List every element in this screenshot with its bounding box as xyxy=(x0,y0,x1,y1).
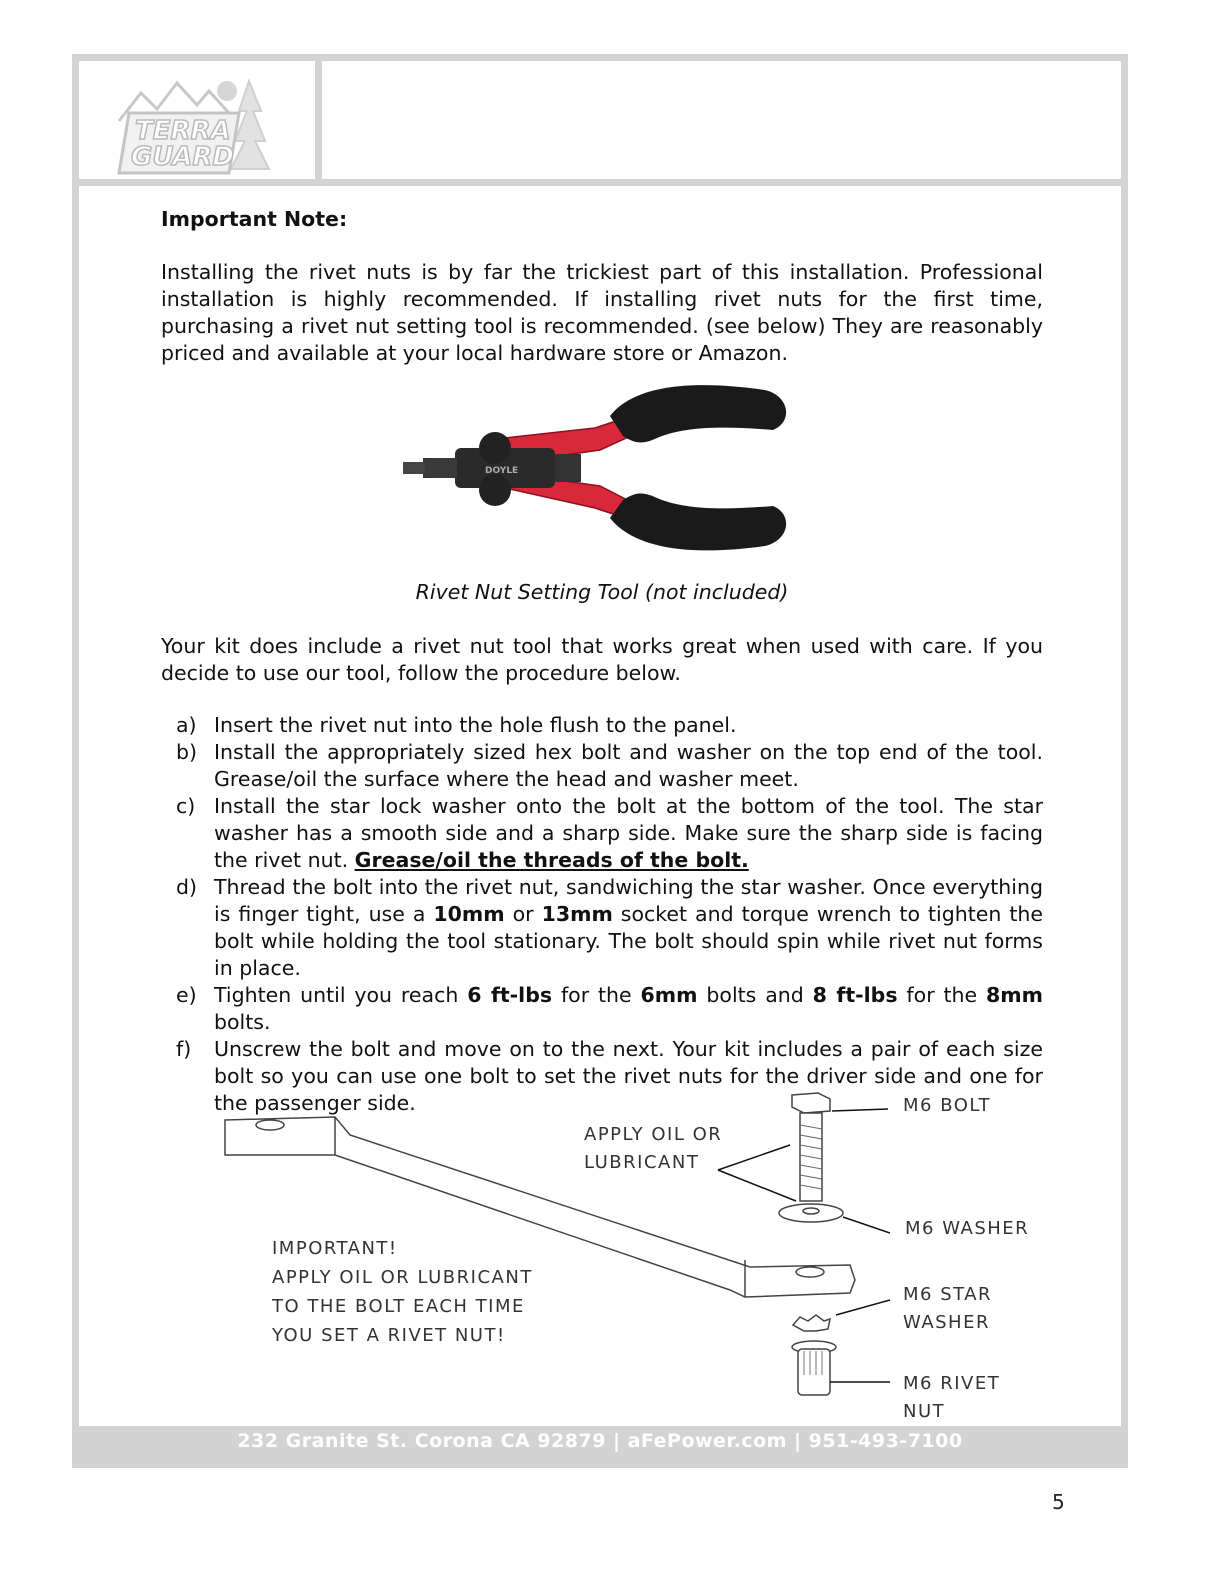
procedure-steps xyxy=(161,712,1043,1117)
kit-tool-paragraph: Your kit does include a rivet nut tool that works great when used with care. If you decide to use our tool, follow the procedure below. xyxy=(161,634,1043,685)
step-label: b) xyxy=(176,740,198,764)
label-apply-oil: APPLY OIL OR LUBRICANT xyxy=(584,1124,723,1173)
label-m6-rivet-nut: M6 RIVET NUT xyxy=(903,1373,1001,1422)
important-note-title: Important Note: xyxy=(161,207,348,231)
logo-cell xyxy=(79,61,315,179)
step-label: a) xyxy=(176,713,197,737)
step-label: e) xyxy=(176,983,197,1007)
page-number: 5 xyxy=(1052,1490,1065,1514)
step-text: Install the appropriately sized hex bolt and washer on the top end of the tool. Grease/oil the surface where the head and washer meet. xyxy=(214,740,1043,791)
label-m6-star-washer: M6 STAR WASHER xyxy=(903,1284,993,1333)
step-text: Unscrew the bolt and move on to the next. Your kit includes a pair of each size bolt so you can use one bolt to set the rivet nuts for the driver side and one for the passenger side. xyxy=(214,1037,1043,1115)
step-label: f) xyxy=(176,1037,192,1061)
label-m6-washer: M6 WASHER xyxy=(905,1218,1030,1239)
procedure-step xyxy=(161,793,1043,874)
logo-text-line2: GUARD xyxy=(131,142,235,172)
step-text: Install the star lock washer onto the bolt at the bottom of the tool. The star washer has a smooth side and a sharp side. Make sure the sharp side is facing the rivet nut. Grease/oil the threads of the bolt. xyxy=(214,794,1043,872)
step-label: d) xyxy=(176,875,198,899)
procedure-step xyxy=(161,874,1043,982)
tool-brand-text: DOYLE xyxy=(485,466,519,476)
footer-address: 232 Granite St. Corona CA 92879 | aFePower.com | 951-493-7100 xyxy=(237,1430,963,1452)
tool-caption: Rivet Nut Setting Tool (not included) xyxy=(415,580,789,604)
step-label: c) xyxy=(176,794,196,818)
terra-guard-logo xyxy=(79,61,315,179)
intro-paragraph: Installing the rivet nuts is by far the trickiest part of this installation. Professional installation is highly recommended. If installing rivet nuts for the first time, purchasing a rivet nut setting tool is recommended. (see below) They are reasonably priced and available at your local hardware store or Amazon. xyxy=(161,260,1043,365)
step-text: Thread the bolt into the rivet nut, sandwiching the star washer. Once everything is finger tight, use a 10mm or 13mm socket and torque wrench to tighten the bolt while holding the tool stationary. The bolt should spin while rivet nut forms in place. xyxy=(214,875,1043,980)
step-text: Tighten until you reach 6 ft-lbs for the 6mm bolts and 8 ft-lbs for the 8mm bolts. xyxy=(214,983,1043,1034)
label-m6-bolt: M6 BOLT xyxy=(903,1095,991,1116)
procedure-step xyxy=(161,982,1043,1036)
label-important-warning: IMPORTANT! APPLY OIL OR LUBRICANT TO THE BOLT EACH TIME YOU SET A RIVET NUT! xyxy=(272,1238,533,1346)
logo-text-line1: TERRA xyxy=(135,116,231,146)
procedure-step xyxy=(161,712,1043,739)
step-text: Insert the rivet nut into the hole flush to the panel. xyxy=(214,713,737,737)
rivet-tool-image xyxy=(395,378,795,568)
procedure-step xyxy=(161,739,1043,793)
header-title-cell xyxy=(322,61,1121,179)
